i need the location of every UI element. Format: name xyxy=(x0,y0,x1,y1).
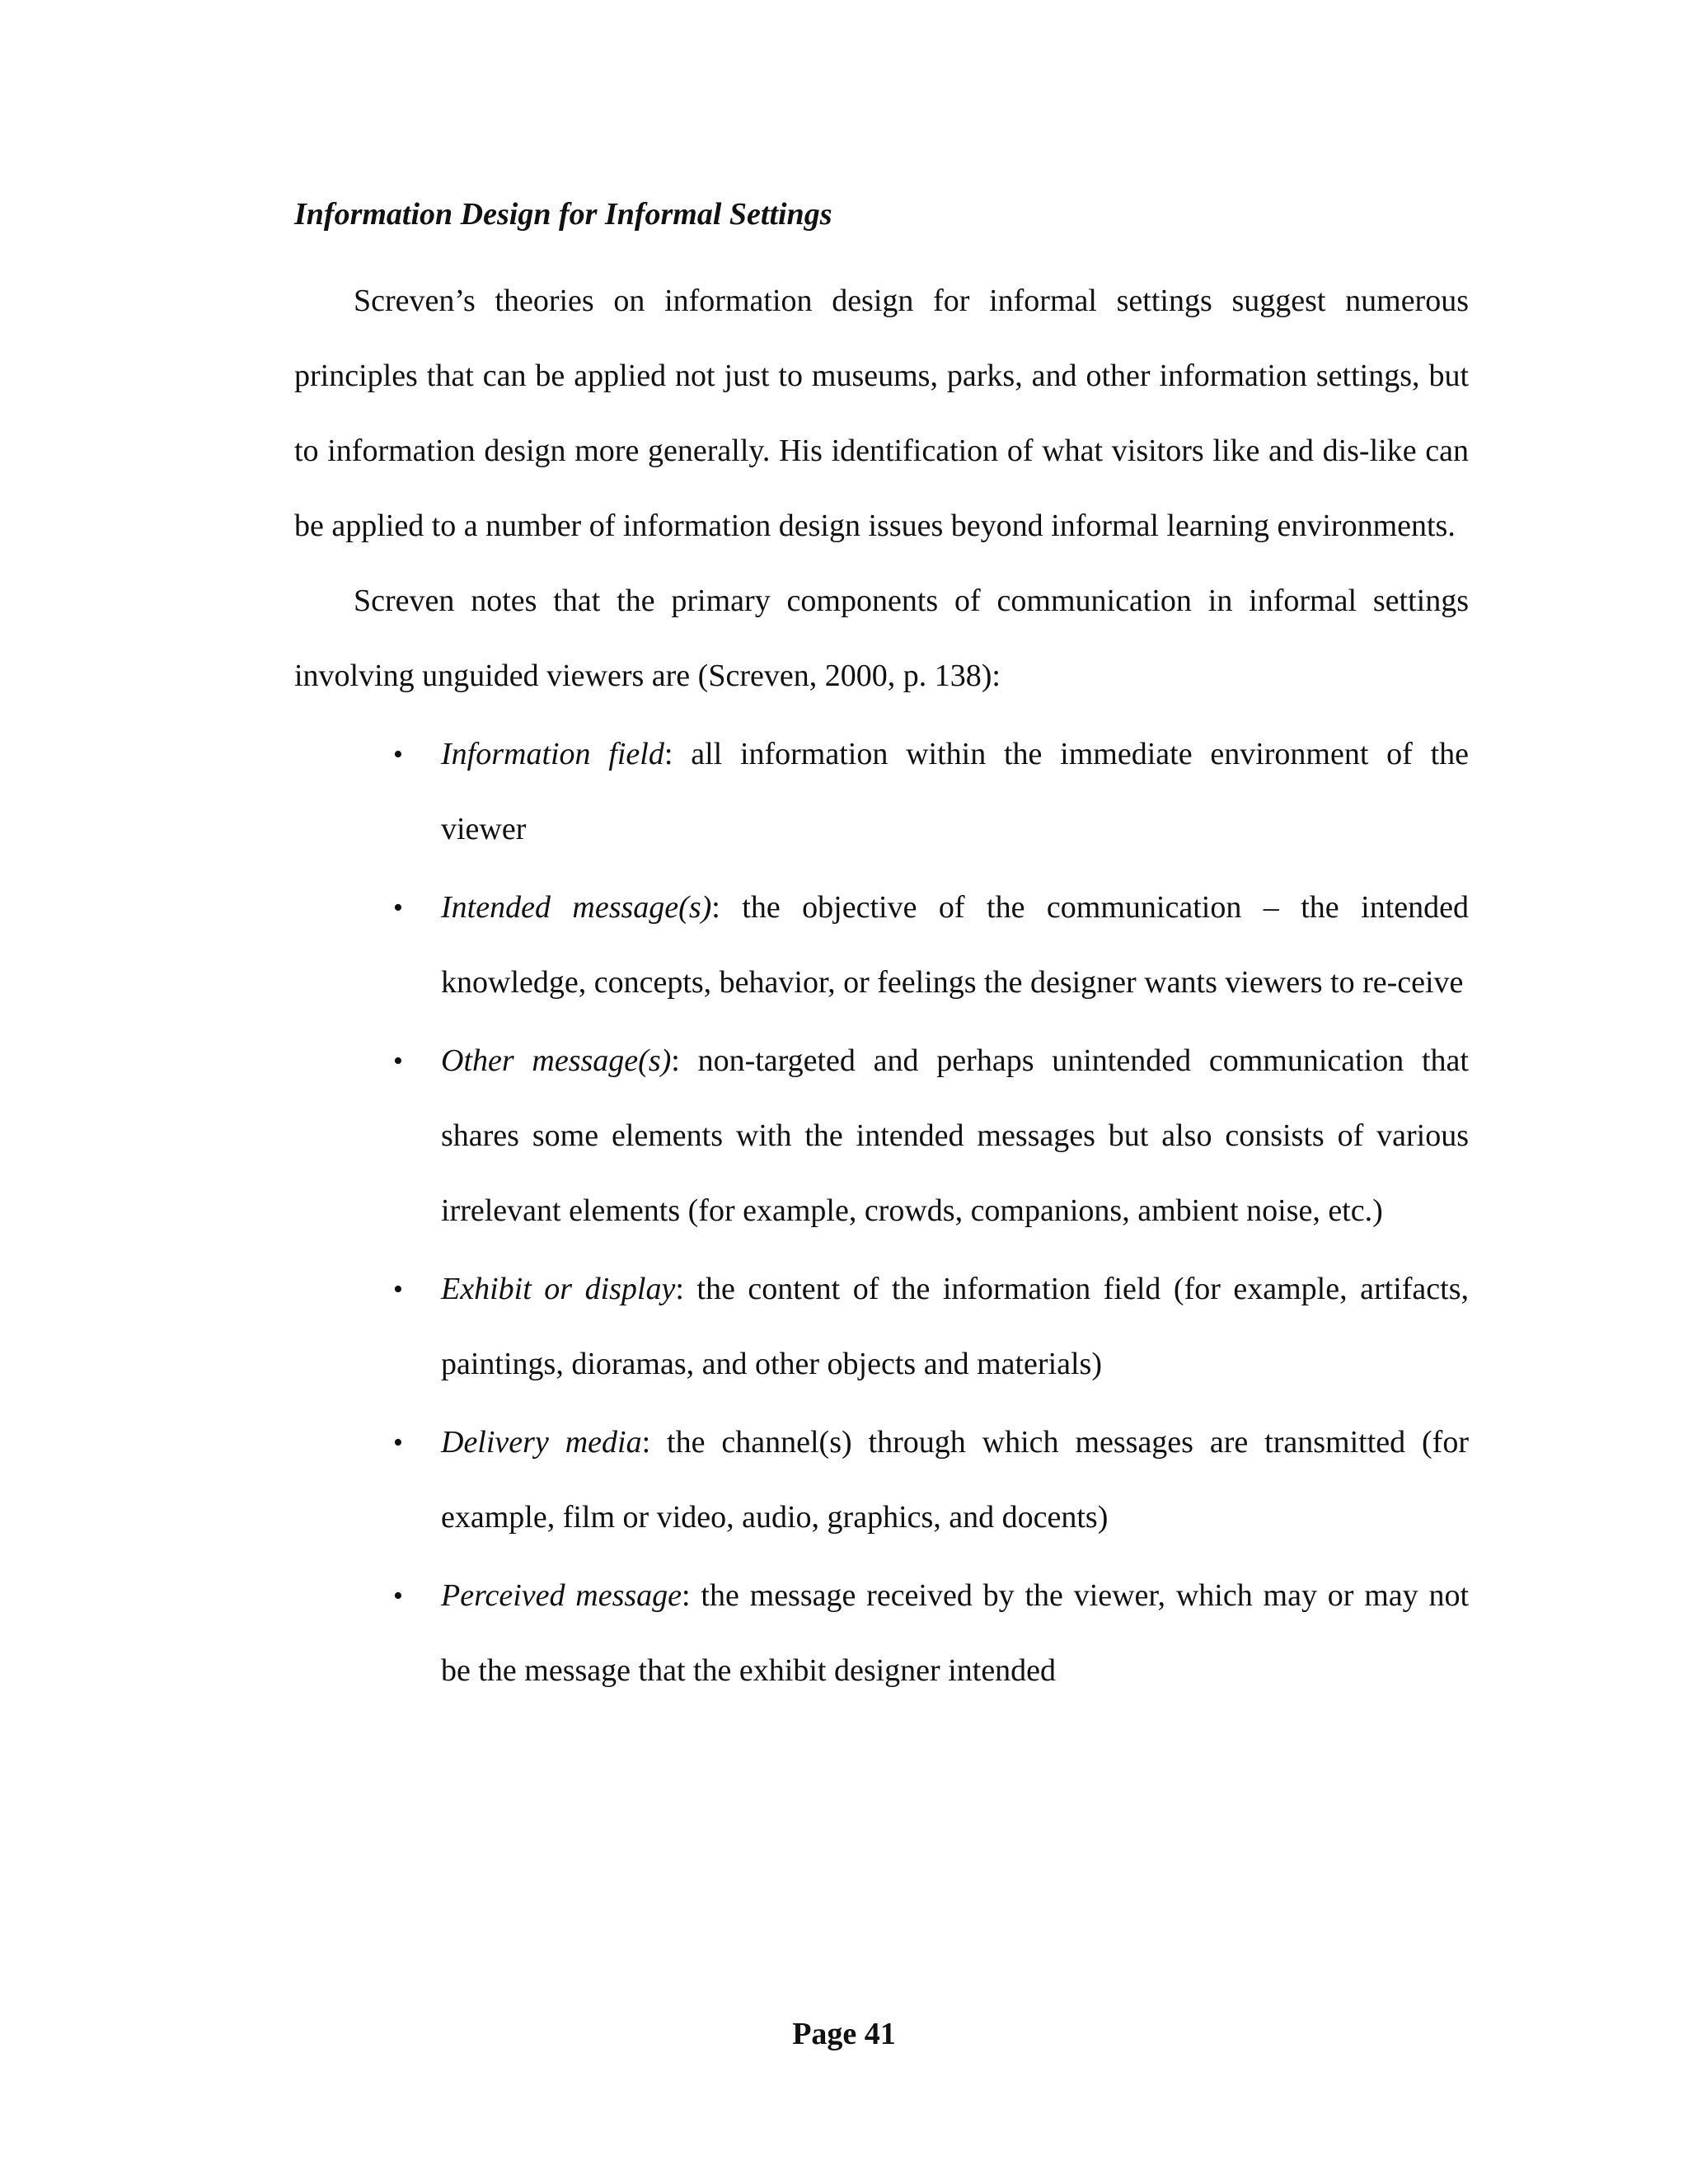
bullet-icon: • xyxy=(393,1427,403,1458)
bullet-icon: • xyxy=(393,1274,403,1305)
bullet-icon: • xyxy=(393,739,403,770)
page-number: Page 41 xyxy=(792,2017,896,2051)
list-item-term: Delivery media xyxy=(441,1425,642,1460)
list-item-term: Other message(s) xyxy=(441,1043,672,1078)
list-item-definition: : the message received by the viewer, which may or may not be the message that the exhibit designer intended xyxy=(441,1578,1470,1688)
page-content xyxy=(294,190,1469,1711)
components-list xyxy=(294,717,1469,1708)
list-item-term: Intended message(s) xyxy=(441,890,712,925)
list-item xyxy=(294,717,1469,867)
list-item-definition: : non-targeted and perhaps unintended communication that shares some elements with the intended messages but also consists of various irrelevant elements (for example, crowds, companions, ambient noise, etc.) xyxy=(441,1043,1469,1228)
list-item-term: Perceived message xyxy=(441,1578,682,1613)
list-item xyxy=(294,1405,1469,1555)
body-paragraph: Screven’s theories on information design for informal settings suggest numerous principles that can be applied not just to museums, parks, and other information settings, but to information design more generally. His identification of what visitors like and dis-like can be applied to a number of information design issues beyond informal learning environments. xyxy=(294,284,1469,543)
list-item xyxy=(294,1558,1469,1708)
list-item-definition: : all information within the immediate environment of the viewer xyxy=(441,737,1469,846)
bullet-icon: • xyxy=(393,1581,403,1611)
list-item-definition: : the objective of the communication – the intended knowledge, concepts, behavior, or feelings the designer wants viewers to re-ceive xyxy=(441,890,1469,1000)
bullet-icon: • xyxy=(393,893,403,923)
body-paragraph: Screven notes that the primary components of communication in informal settings involving unguided viewers are (Screven, 2000, p. 138): xyxy=(294,583,1469,693)
list-item-term: Information field xyxy=(441,737,664,771)
list-item xyxy=(294,1252,1469,1402)
bullet-icon: • xyxy=(393,1046,403,1076)
list-item-term: Exhibit or display xyxy=(441,1272,676,1306)
list-item-definition: : the content of the information field (for example, artifacts, paintings, dioramas, and other objects and materials) xyxy=(441,1272,1469,1381)
list-item-definition: : the channel(s) through which messages are transmitted (for example, film or video, audio, graphics, and docents) xyxy=(441,1425,1469,1535)
list-item xyxy=(294,870,1469,1020)
list-item xyxy=(294,1024,1469,1249)
section-heading: Information Design for Informal Settings xyxy=(294,197,832,232)
